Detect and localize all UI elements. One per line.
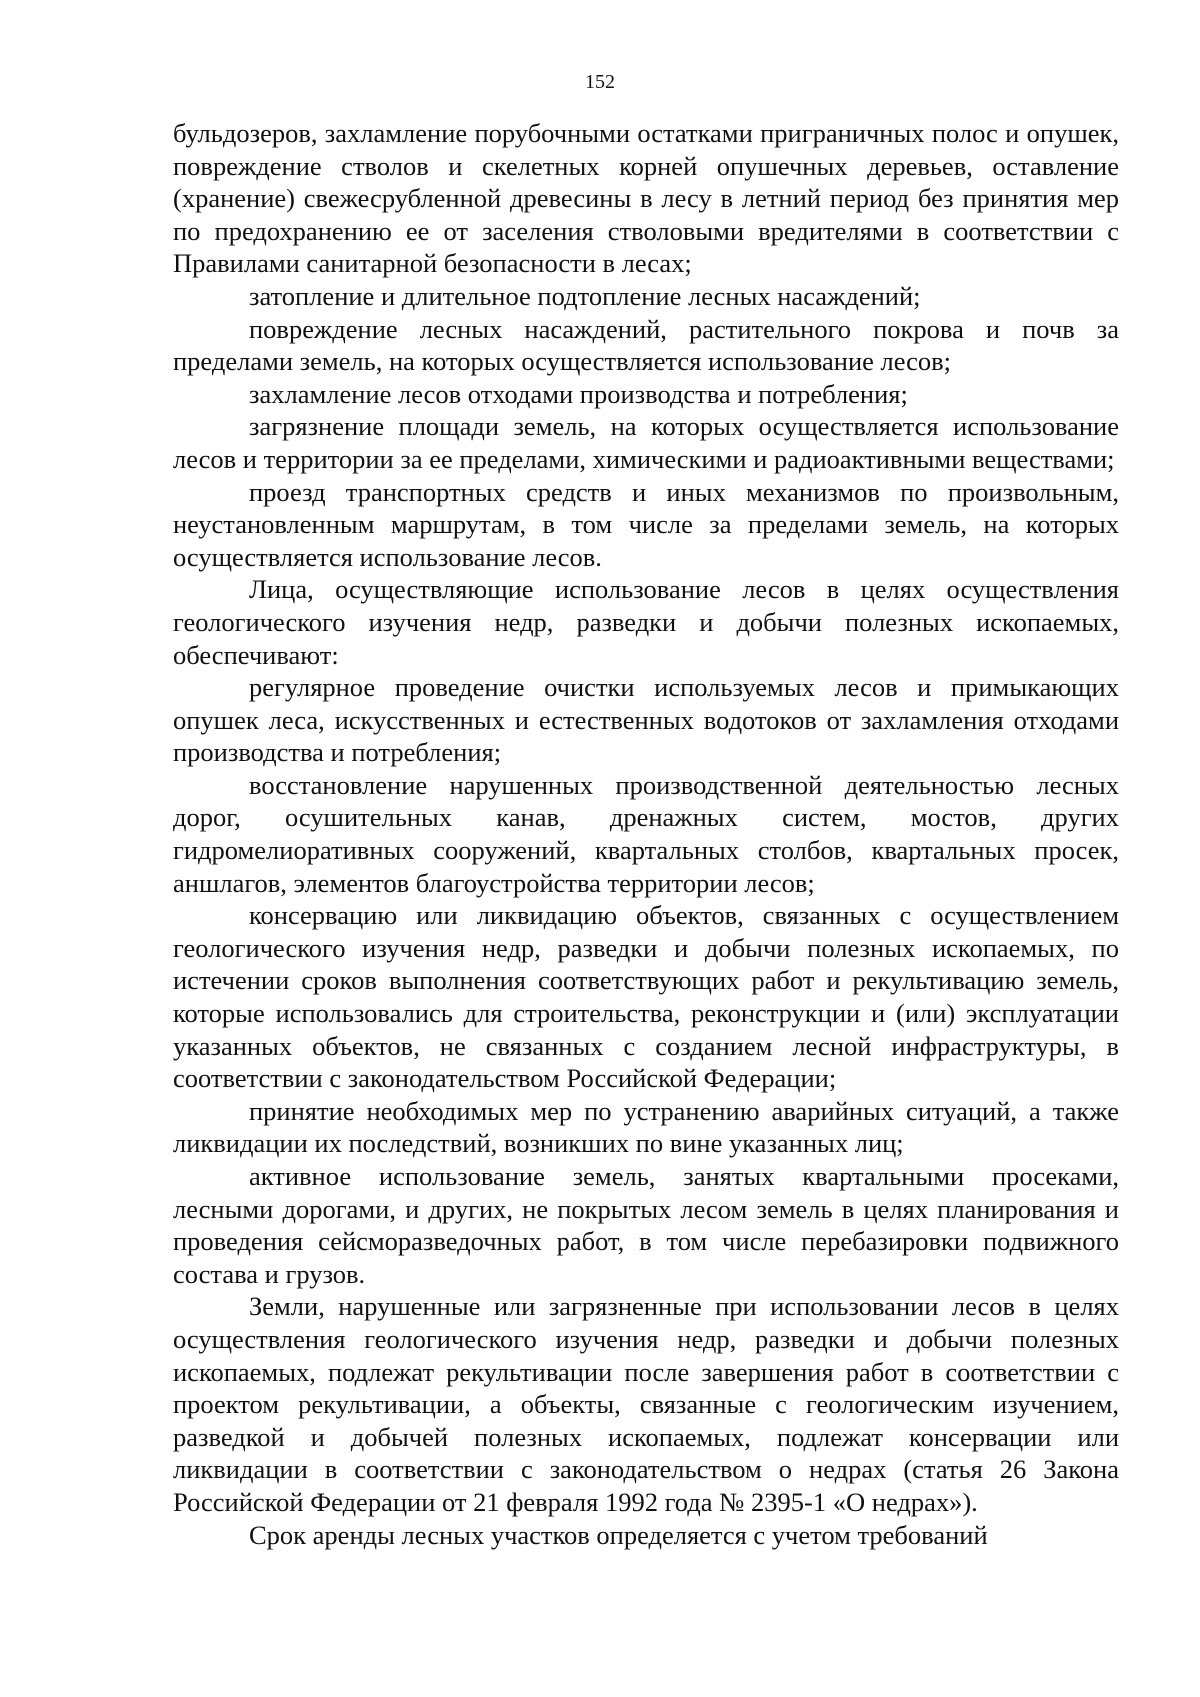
- document-body: [173, 117, 1119, 1551]
- paragraph: восстановление нарушенных производственной деятельностью лесных дорог, осушительных канав, дренажных систем, мостов, других гидромелиоративных сооружений, квартальных столбов, квартальных просек, аншлагов, элементов благоустройства территории лесов;: [173, 769, 1119, 898]
- paragraph: загрязнение площади земель, на которых осуществляется использование лесов и территории за ее пределами, химическими и радиоактивными веществами;: [173, 411, 1119, 474]
- paragraph: проезд транспортных средств и иных механизмов по произвольным, неустановленным маршрутам, в том числе за пределами земель, на которых осуществляется использование лесов.: [173, 476, 1119, 572]
- paragraph: регулярное проведение очистки используемых лесов и примыкающих опушек леса, искусственных и естественных водотоков от захламления отходами производства и потребления;: [173, 672, 1119, 768]
- paragraph: Земли, нарушенные или загрязненные при использовании лесов в целях осуществления геологического изучения недр, разведки и добычи полезных ископаемых, подлежат рекультивации после завершения работ в соответствии с проектом рекультивации, а объекты, связанные с геологическим изучением, разведкой и добычей полезных ископаемых, подлежат консервации или ликвидации в соответствии с законодательством о недрах (статья 26 Закона Российской Федерации от 21 февраля 1992 года № 2395-1 «О недрах»).: [173, 1291, 1119, 1517]
- page-number: 152: [585, 71, 615, 93]
- paragraph: захламление лесов отходами производства и потребления;: [249, 378, 908, 409]
- paragraph: активное использование земель, занятых квартальными просеками, лесными дорогами, и других, не покрытых лесом земель в целях планирования и проведения сейсморазведочных работ, в том числе перебазировки подвижного состава и грузов.: [173, 1161, 1119, 1289]
- paragraph: консервацию или ликвидацию объектов, связанных с осуществлением геологического изучения недр, разведки и добычи полезных ископаемых, по истечении сроков выполнения соответствующих работ и рекультивацию земель, которые использовались для строительства, реконструкции и (или) эксплуатации указанных объектов, не связанных с созданием лесной инфраструктуры, в соответствии с законодательством Российской Федерации;: [173, 900, 1119, 1094]
- paragraph: Срок аренды лесных участков определяется с учетом требований: [249, 1519, 988, 1550]
- paragraph: повреждение лесных насаждений, растительного покрова и почв за пределами земель, на которых осуществляется использование лесов;: [173, 313, 1119, 377]
- paragraph: затопление и длительное подтопление лесных насаждений;: [249, 280, 921, 311]
- paragraph: бульдозеров, захламление порубочными остатками приграничных полос и опушек, повреждение стволов и скелетных корней опушечных деревьев, оставление (хранение) свежесрубленной древесины в лесу в летний период без принятия мер по предохранению ее от заселения стволовыми вредителями в соответствии с Правилами санитарной безопасности в лесах;: [173, 118, 1119, 279]
- paragraph: Лица, осуществляющие использование лесов в целях осуществления геологического изучения недр, разведки и добычи полезных ископаемых, обеспечивают:: [173, 574, 1119, 670]
- paragraph: принятие необходимых мер по устранению аварийных ситуаций, а также ликвидации их последствий, возникших по вине указанных лиц;: [173, 1095, 1119, 1159]
